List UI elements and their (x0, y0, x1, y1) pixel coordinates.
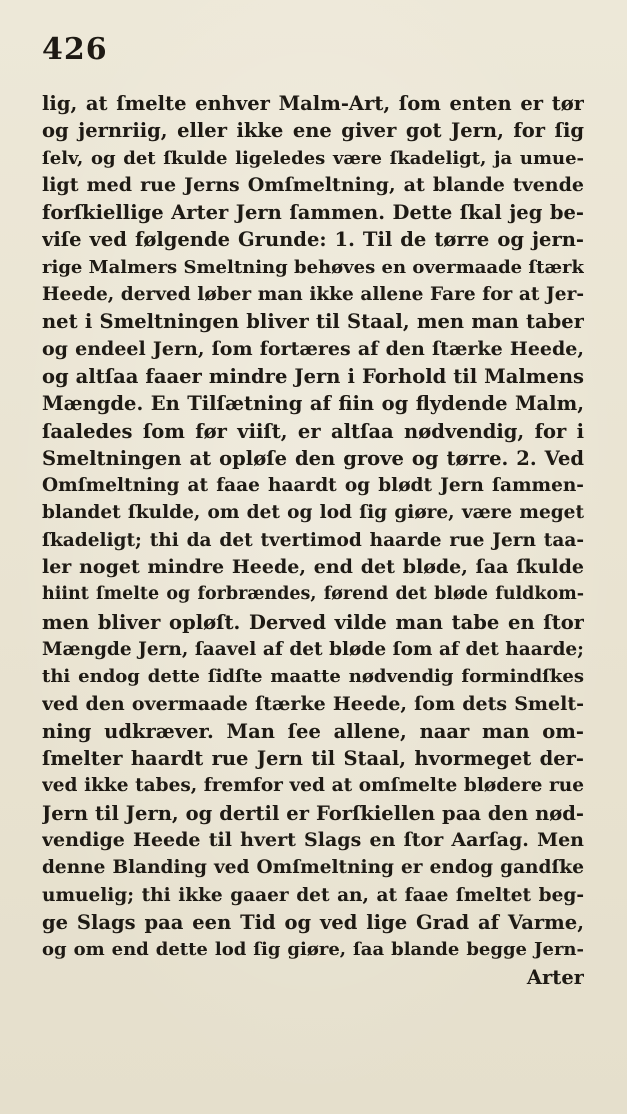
text-line: hiint ſmelte og forbrændes, førend det bløde fuldkom- (42, 584, 584, 605)
text-line: ved ikke tabes, fremfor ved at omſmelte blødere rue (42, 775, 584, 797)
text-line: Omſmeltning at faae haardt og blødt Jern ſammen- (42, 475, 584, 497)
text-line: umuelig; thi ikke gaaer det an, at faae ſmeltet beg- (42, 884, 584, 906)
text-line: Heede, derved løber man ikke allene Fare for at Jer- (42, 284, 584, 306)
text-line: men bliver opløſt. Derved vilde man tabe en ſtor (42, 610, 584, 634)
page-number: 426 (42, 32, 108, 67)
text-line: forſkiellige Arter Jern ſammen. Dette ſkal jeg be- (42, 201, 584, 225)
text-line: ſaaledes ſom før viiſt, er altſaa nødvendig, for i (42, 419, 584, 443)
text-line: ler noget mindre Heede, end det bløde, ſaa ſkulde (42, 556, 584, 579)
text-line: og altſaa faaer mindre Jern i Forhold til Malmens (42, 364, 584, 388)
text-line: og jernriig, eller ikke ene giver got Jern, for ſig (42, 119, 584, 143)
text-line: ved den overmaade ſtærke Heede, ſom dets Smelt- (42, 692, 584, 715)
text-line: og om end dette lod ſig giøre, ſaa blande begge Jern- (42, 939, 584, 961)
text-line: net i Smeltningen bliver til Staal, men man taber (42, 310, 584, 334)
text-line: vendige Heede til hvert Slags en ſtor Aarſag. Men (42, 829, 584, 852)
text-line: Smeltningen at opløſe den grove og tørre. 2. Ved (42, 446, 584, 470)
text-line: viſe ved følgende Grunde: 1. Til de tørre og jern- (42, 228, 584, 252)
text-line: lig, at ſmelte enhver Malm-Art, ſom enten er tør (42, 92, 584, 115)
catchword: Arter (526, 965, 584, 989)
text-line: Mængde. En Tilſætning af fiin og flydende Malm, (42, 392, 584, 416)
text-line: ſelv, og det ſkulde ligeledes være ſkadeligt, ja umue- (42, 147, 584, 169)
text-line: og endeel Jern, ſom fortæres af den ſtærke Heede, (42, 337, 584, 360)
text-line: ſmelter haardt rue Jern til Staal, hvormeget der- (42, 747, 584, 771)
text-line: blandet ſkulde, om det og lod ſig giøre, være meget (42, 502, 584, 524)
text-line: ge Slags paa een Tid og ved lige Grad af Varme, (42, 910, 584, 934)
text-line: ning udkræver. Man ſee allene, naar man om- (42, 719, 584, 743)
text-line: rige Malmers Smeltning behøves en overmaade ſtærk (42, 256, 584, 278)
text-line: ligt med rue Jerns Omſmeltning, at blande tvende (42, 173, 584, 196)
text-line: thi endog dette ſidſte maatte nødvendig formindſkes (42, 666, 584, 688)
body-text (42, 90, 584, 991)
text-line: denne Blanding ved Omſmeltning er endog gandſke (42, 857, 584, 879)
text-line: Mængde Jern, ſaavel af det bløde ſom af det haarde; (42, 638, 584, 660)
text-line: ſkadeligt; thi da det tvertimod haarde rue Jern taa- (42, 529, 584, 551)
text-line: Jern til Jern, og dertil er Forſkiellen paa den nød- (42, 801, 584, 825)
